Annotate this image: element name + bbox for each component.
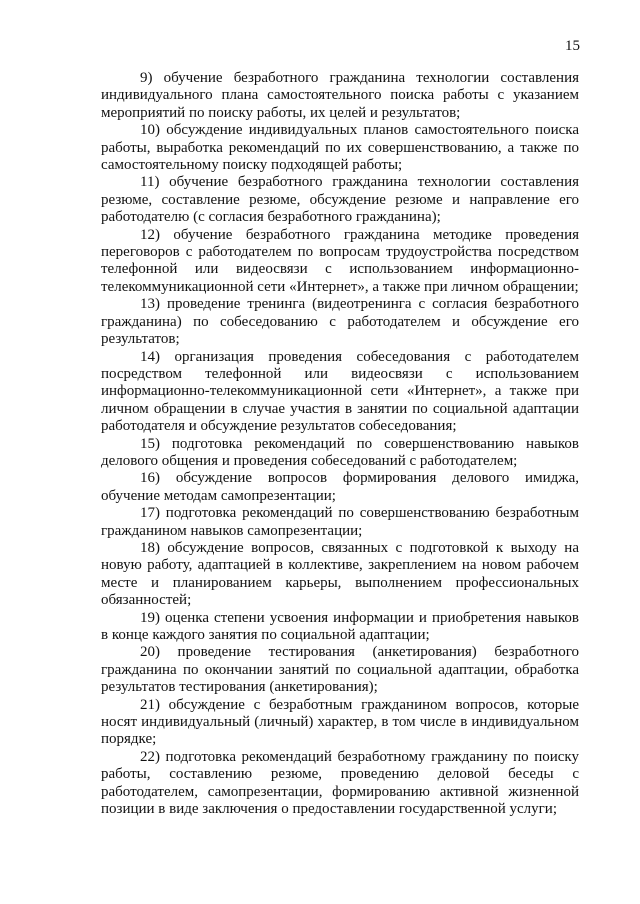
list-item-13: 13) проведение тренинга (видеотренинга с согласия безработного гражданина) по собеседованию с работодателем и обсуждение его результатов; (101, 296, 579, 348)
list-item-19: 19) оценка степени усвоения информации и приобретения навыков в конце каждого занятия по социальной адаптации; (101, 609, 579, 643)
document-body (101, 70, 579, 818)
page-number: 15 (565, 38, 580, 54)
list-item-20: 20) проведение тестирования (анкетирования) безработного гражданина по окончании занятий по социальной адаптации, обработка результатов тестирования (анкетирования); (101, 644, 579, 696)
list-item-9: 9) обучение безработного гражданина технологии составления индивидуального плана самостоятельного поиска работы с указанием мероприятий по поиску работы, их целей и результатов; (101, 70, 579, 121)
list-item-12: 12) обучение безработного гражданина методике проведения переговоров с работодателем по вопросам трудоустройства посредством телефонной или видеосвязи с использованием информационно-телекоммуникационной сети «Интернет», а также при личном обращении; (101, 226, 579, 295)
list-item-11: 11) обучение безработного гражданина технологии составления резюме, составление резюме, обсуждение резюме и направление его работодателю (с согласия безработного гражданина); (101, 174, 579, 226)
list-item-14: 14) организация проведения собеседования с работодателем посредством телефонной или видеосвязи с использованием информационно-телекоммуникационной сети «Интернет», а также при личном обращении в случае участия в занятии по социальной адаптации работодателя и обсуждение результатов собеседования; (101, 348, 579, 435)
list-item-22: 22) подготовка рекомендаций безработному гражданину по поиску работы, составлению резюме, проведению деловой беседы с работодателем, самопрезентации, формированию активной жизненной позиции в виде заключения о предоставлении государственной услуги; (101, 748, 579, 818)
list-item-10: 10) обсуждение индивидуальных планов самостоятельного поиска работы, выработка рекомендаций по их совершенствованию, а также по самостоятельному поиску подходящей работы; (101, 122, 579, 174)
list-item-18: 18) обсуждение вопросов, связанных с подготовкой к выходу на новую работу, адаптацией в коллективе, закреплением на новом рабочем месте и планированием карьеры, выполнением профессиональных обязанностей; (101, 539, 579, 609)
list-item-15: 15) подготовка рекомендаций по совершенствованию навыков делового общения и проведения собеседований с работодателем; (101, 435, 579, 469)
list-item-17: 17) подготовка рекомендаций по совершенствованию безработным гражданином навыков самопрезентации; (101, 505, 579, 539)
list-item-16: 16) обсуждение вопросов формирования делового имиджа, обучение методам самопрезентации; (101, 470, 579, 504)
list-item-21: 21) обсуждение с безработным гражданином вопросов, которые носят индивидуальный (личный) характер, в том числе в индивидуальном порядке; (101, 696, 579, 748)
